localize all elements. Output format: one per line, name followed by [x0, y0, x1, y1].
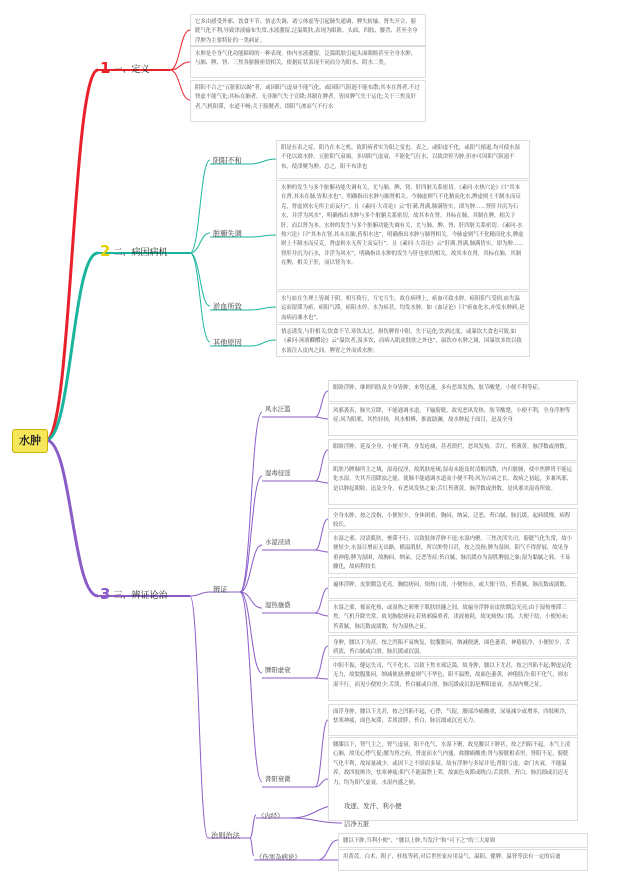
shanghan-item: 腰以下肿,当利小便”、“腰以上肿,当发汗”和“可下之”的三大原则 — [338, 833, 588, 848]
zhifa-link — [190, 596, 208, 838]
branch-treatment[interactable] — [100, 586, 167, 602]
etiology-note: 情志诱发,与肝相关;饮食不节,寒饮太过，损伤脾胃中阳，失于运化;饮酒过度，或暴饮大食也可致,如《素问·汤液醪醴论》云“温饮者,湿多饮，而病入肌皮肤肤之外也”，温饮亦水肿之属，因暴饮多饮以致水液注入皮肉之间，脾胃之外而成水肿。 — [276, 324, 530, 357]
root-to-definition-link — [46, 70, 98, 440]
syndrome-link — [240, 592, 262, 782]
syndrome-note: 全身水肿，按之没指，小便短少，身体困重，胸闷，纳呆，泛恶，苔白腻，脉沉缓，起病缓慢，病程较长。 — [328, 508, 578, 530]
syndrome-link — [240, 592, 262, 673]
treatment-principles-label[interactable]: 治则治法 — [211, 831, 240, 840]
definition-note-link — [170, 70, 190, 100]
root-to-treatment-link — [46, 440, 98, 596]
syndrome-note: 眼睑浮肿，继则四肢及全身皆肿，来势迅速，多有恶寒发热，肢节酸楚，小便不利等症。 — [328, 380, 578, 402]
bianzheng-link — [190, 592, 210, 596]
etiology-item-link — [190, 160, 210, 253]
root-node[interactable]: 水肿 — [12, 429, 48, 453]
branch-definition[interactable] — [100, 60, 149, 76]
syndrome-note: 遍体浮肿，皮肤绷急光亮，胸脘痞闷，烦热口渴，小便短赤，或大便干结，苔黄腻，脉沉数或濡数。 — [328, 577, 578, 599]
syndrome-note-link — [315, 481, 328, 483]
syndrome-note-link — [315, 646, 328, 678]
syndrome-note: 水湿之邪，郁而化热，或湿热之邪壅于肌肤经隧之间，故遍身浮肿而皮肤绷急光亮;由于湿热壅滞三焦，气机升降失常，故见胸脘痞闷;若热邪偏重者，津液被耗，故见烦热口渴，大便干结，小便短赤;苔黄腻，脉沉数或濡数，均为湿热之征。 — [328, 600, 578, 633]
syndrome-link — [240, 476, 262, 592]
definition-note: 阴阳不合之“五脏阳以竭”者，或因阳气虚衰不能气化，或因阳气阻遏不能布散;其本在肾者,不过肾虚不能气化;其标在肺者，无非肺气失于宣降;其制在脾者，皆因脾气失于运化;关于三焦及肝者,气机阻滞，水道不畅;关于膀胱者，即阳气渗而气不行水 — [190, 80, 426, 122]
syndrome-note-link — [315, 613, 328, 616]
syndrome-link — [240, 412, 262, 592]
branch-number: 1 — [100, 59, 111, 77]
syndrome-note: 风邪袭表，肺失宣降，不能通调水道，下输膀胱，故见恶风发热，肢节酸楚，小便不利，全身浮肿等症;风为阳邪，其性轻扬，风水相搏，推波助澜，故水肿起于面目，迅及全身 — [328, 403, 578, 436]
shanghan-label[interactable]: 《伤寒杂病论》 — [256, 853, 301, 861]
syndrome-note-link — [315, 391, 328, 417]
etiology-note: 阴是在表之症，阳乃在本之机，故阴病者实为阳之变也。表之，或阳虚不化，或阳气郁遏,均可使水湿不化以致水肿。五脏阳气衰竭，多因阳气虚衰，不能化气行水，以致津停为肿,但亦可因阳气阻遏不布，使津聚为肿。总之，阳不布津也 — [276, 140, 530, 179]
syndrome-note-link — [315, 519, 328, 550]
neijing-label[interactable]: 《内经》 — [258, 812, 284, 820]
etiology-note-link — [250, 159, 276, 164]
etiology-note: 水肿的发生与多个脏腑功能失调有关，尤与肺、脾、肾、肝四脏关系密切。《素问·水热穴论》曰“其本在肾,其末在肺,皆积水也”，明确指出水肿与肺肾相关。今肺虚则气不化精而化水,脾虚则土不制水而反克，肾虚则水无所主而妄行”。且《素问·大奇论》云“肝满,肾满,肺满皆实，即为肿……肾肝并沉为石水，并浮为风水”，明确指出水肿与多个脏腑关系密切，故其本在肾，其标在肺，其制在脾，相关于肝，而以肾为本。水肿的发生与多个脏腑功能失调有关，尤与肺、脾、肾、肝四脏关系密切。《素问·水热穴论》曰“其本在肾,其末在肺,皆积水也”，明确指出水肿与肺肾相关。今肺虚则气不化精而化水,脾虚则土不制水而反克，肾虚则水无所主而妄行”。且《素问·大奇论》云“肝满,肾满,肺满皆实，即为肿……肾肝并沉为石水，并浮为风水”，明确指出水肿的发生与肝也密切相关。故其本在肾，其标在肺，其制在脾，相关于肝，而以肾为本。 — [276, 180, 530, 290]
branch-label: 三、辨证论治 — [113, 590, 168, 601]
syndrome-note-link — [315, 450, 328, 481]
etiology-note-link — [250, 340, 276, 346]
etiology-note: 水与血在生理上皆属于阴，相互倚行，互宅互生。故在病理上，瘀血可致水肿。瘀阻阳气受损,血失温运而留滞为瘀，瘀阻气滞，瘀阻水停，水为瘀甚，均发水肿。如《血证论》曰“瘀血化水,亦发水肿病,是血病而兼水也”。 — [276, 291, 530, 323]
syndrome-note: 中阳不振，健运失司，气不化水，以致下焦水邪泛滥，故身肿，腰以下尤甚，按之凹陷不起;脾虚运化无力，故脘腹胀闷，纳减便溏;脾虚则气不华色，阳不温煦，故面色萎黄，神倦肢冷;阳不化气，则水湿不行，而见小便短少;舌淡，苔白腻或白滑，脉沉缓或沉弱是脾阳虚衰，水湿内聚之征。 — [328, 658, 578, 701]
branch-label: 二、病因病机 — [113, 247, 168, 258]
syndrome-note: 面浮身肿，腰以下尤甚，按之凹陷不起，心悸，气促，腰部冷痛酸重，尿量减少或增多，四肢厥冷，怯寒神疲，面色灰滞，舌质淡胖，苔白，脉沉细或沉迟无力。 — [328, 704, 578, 736]
etiology-item-link — [190, 253, 210, 342]
syndrome-label[interactable]: 脾阳虚衰 — [265, 666, 291, 674]
syndrome-label[interactable]: 风水泛滥 — [265, 405, 291, 413]
branch-label: 一、定义 — [113, 64, 150, 75]
shanghan-item: 用黄芪、白术、附子、桂枝等药,对后世医家应用益气、温阳、健脾、温肾等法有一定的启迪 — [338, 849, 588, 871]
syndrome-note-link — [315, 588, 328, 613]
syndrome-note: 肌肤乃脾肺所主之域，湿毒侵淫，故肌肤疮痍;湿毒未能及时清解消散，内归脏腑，使中焦脾胃不能运化水湿，失其升清降浊之能，使肺不能通调水道而小便不利;风为百病之长，故病之初起，多兼风邪，是以肿起眼睑，迅及全身，有恶风发热之象;舌红苔薄黄，脉浮数或滑数，是风邪夹湿毒所致。 — [328, 462, 578, 505]
branch-number: 2 — [100, 242, 111, 260]
shanghan-item-link — [318, 840, 338, 860]
syndrome-label[interactable]: 水湿浸渍 — [265, 538, 291, 546]
neijing-item: 攻逐、发汗、利小便 — [344, 802, 402, 810]
syndrome-note: 身肿，腰以下为甚，按之凹陷不易恢复，脘腹胀闷，纳减便溏，面色萎黄，神倦肢冷，小便短少，舌质淡，苔白腻或白滑，脉沉缓或沉弱。 — [328, 635, 578, 657]
neijing-link — [250, 815, 256, 838]
root-to-etiology-link — [46, 253, 98, 440]
bianzheng-label[interactable]: 辨证 — [213, 585, 228, 594]
definition-note: 它多由感受外邪、饮食不节、情志失调、诸亏体虚等引起肺失通调、脾失转输、肾失开合、膀胱气化不利,导致津液输布失常,水液潴留,泛溢肌肤,表现为眼睑、头面、四肢、腰背、甚至全身浮肿为主要特征的一类病证。 — [190, 14, 426, 46]
etiology-item-label[interactable]: 脏腑失调 — [213, 229, 242, 238]
syndrome-note-link — [315, 678, 328, 679]
neijing-item: 洁净五脏 — [344, 820, 370, 828]
syndrome-note: 眼睑浮肿，延及全身，小便不利，身发疮痍，甚者溃烂，恶风发热。舌红，苔薄黄，脉浮数或滑数。 — [328, 439, 578, 461]
definition-note: 水肿是全身气化功能障碍的一种表现。体内水液潴留，泛滥肌肤引起头面眼睑甚至全身水肿，与肺、脾、肾、三焦各脏腑密切相关。依据症状表现不同而分为阳水、阴水二类。 — [190, 46, 426, 78]
etiology-item-label[interactable]: 其他原因 — [213, 338, 242, 347]
syndrome-note: 腰膝以下，肾气主之，肾气虚衰，阳不化气，水湿下聚，故见腰以下肿甚，按之凹陷不起。水气上凌心肺，故见心悸气促;腰为肾之府，肾虚而水气内盛，故腰痛酸重;肾与膀胱相表里，肾阳不足，膀胱气化不利，故尿量减少，或因下之不固而多尿。故有浮肿与多尿并见;肾阳亏虚，命门火衰，不能温养，故四肢厥冷，怯寒神疲;阳气不能温煦上荣，故面色灰滞或晄白;舌淡胖，苔白，脉沉细或沉迟无力，均为阳气虚衰，水湿内盛之候。 — [328, 737, 578, 821]
syndrome-label[interactable]: 湿热壅盛 — [265, 601, 291, 609]
branch-etiology[interactable] — [100, 243, 167, 259]
syndrome-note-link — [315, 417, 328, 419]
syndrome-note-link — [315, 550, 328, 552]
shanghan-link — [250, 838, 254, 856]
syndrome-note-link — [315, 720, 328, 787]
syndrome-note: 水湿之邪，浸渍肌肤，壅滞不行，以致肢体浮肿不退;水湿内聚，三焦决渎失司，膀胱气化失常，故小便短少;水湿日增而无出路，横溢肌肤，所以肿势日甚，按之没指;脾为湿困，阳气不得舒展，故见身重神倦;脾为湿困，故胸闷，纳呆，泛恶等症;苔白腻，脉沉缓亦为湿胜脾弱之象;湿为黏腻之邪，不易骤化，故病程较长 — [328, 531, 578, 574]
etiology-note-link — [250, 235, 276, 237]
etiology-note-link — [250, 307, 276, 310]
etiology-item-label[interactable]: 阴阳不和 — [213, 156, 242, 165]
branch-number: 3 — [100, 585, 111, 603]
syndrome-label[interactable]: 肾阳衰微 — [265, 775, 291, 783]
syndrome-label[interactable]: 湿毒侵淫 — [265, 469, 291, 477]
definition-note-link — [170, 30, 190, 70]
etiology-item-label[interactable]: 淤血所致 — [213, 302, 242, 311]
